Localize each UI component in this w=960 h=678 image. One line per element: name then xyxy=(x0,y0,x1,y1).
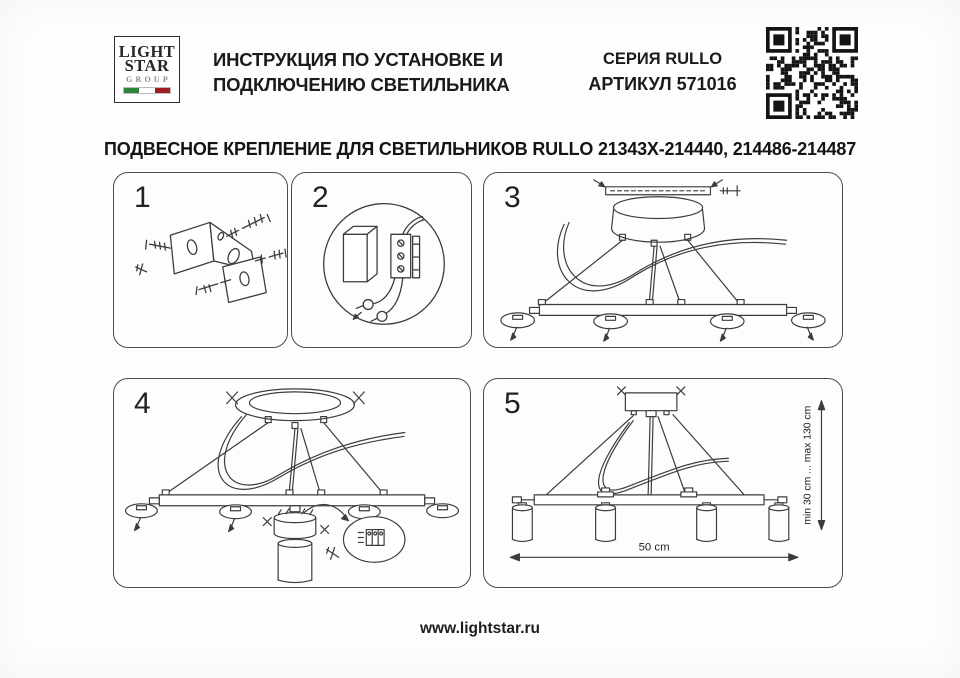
step-2-number: 2 xyxy=(312,181,329,214)
step-1-panel xyxy=(113,172,288,348)
title-line-1: ИНСТРУКЦИЯ ПО УСТАНОВКЕ И xyxy=(213,49,503,70)
bracket-drawing xyxy=(114,173,287,347)
step-2-panel xyxy=(291,172,472,348)
height-dimension-label: min 30 cm ... max 130 cm xyxy=(802,405,814,525)
logo-light: LIGHT xyxy=(118,42,176,61)
step-4-panel xyxy=(113,378,471,588)
step-5-panel xyxy=(483,378,843,588)
qr-code xyxy=(766,27,858,119)
shade-install-drawing xyxy=(114,379,470,587)
subtitle: ПОДВЕСНОЕ КРЕПЛЕНИЕ ДЛЯ СВЕТИЛЬНИКОВ RULLO 21343X-214440, 214486-214487 xyxy=(104,138,856,159)
article-label: АРТИКУЛ 571016 xyxy=(588,74,737,94)
step-1-number: 1 xyxy=(134,181,151,214)
logo-star: STAR xyxy=(124,56,170,75)
step-3-panel xyxy=(483,172,843,348)
series-article-block xyxy=(565,47,760,97)
italian-flag-stripe xyxy=(123,87,171,94)
step-5-number: 5 xyxy=(504,387,521,420)
width-dimension-label: 50 cm xyxy=(638,541,670,554)
step-4-number: 4 xyxy=(134,387,151,420)
lightstar-logo xyxy=(114,36,180,103)
series-label: СЕРИЯ RULLO xyxy=(602,50,723,68)
suspension-drawing xyxy=(484,173,842,347)
footer-url: www.lightstar.ru xyxy=(420,620,540,637)
connector-detail-drawing xyxy=(292,173,471,347)
logo-group: GROUP xyxy=(126,75,171,84)
page-title xyxy=(213,47,510,97)
step-3-number: 3 xyxy=(504,181,521,214)
title-line-2: ПОДКЛЮЧЕНИЮ СВЕТИЛЬНИКА xyxy=(213,74,510,95)
dimensions-drawing xyxy=(484,379,842,587)
